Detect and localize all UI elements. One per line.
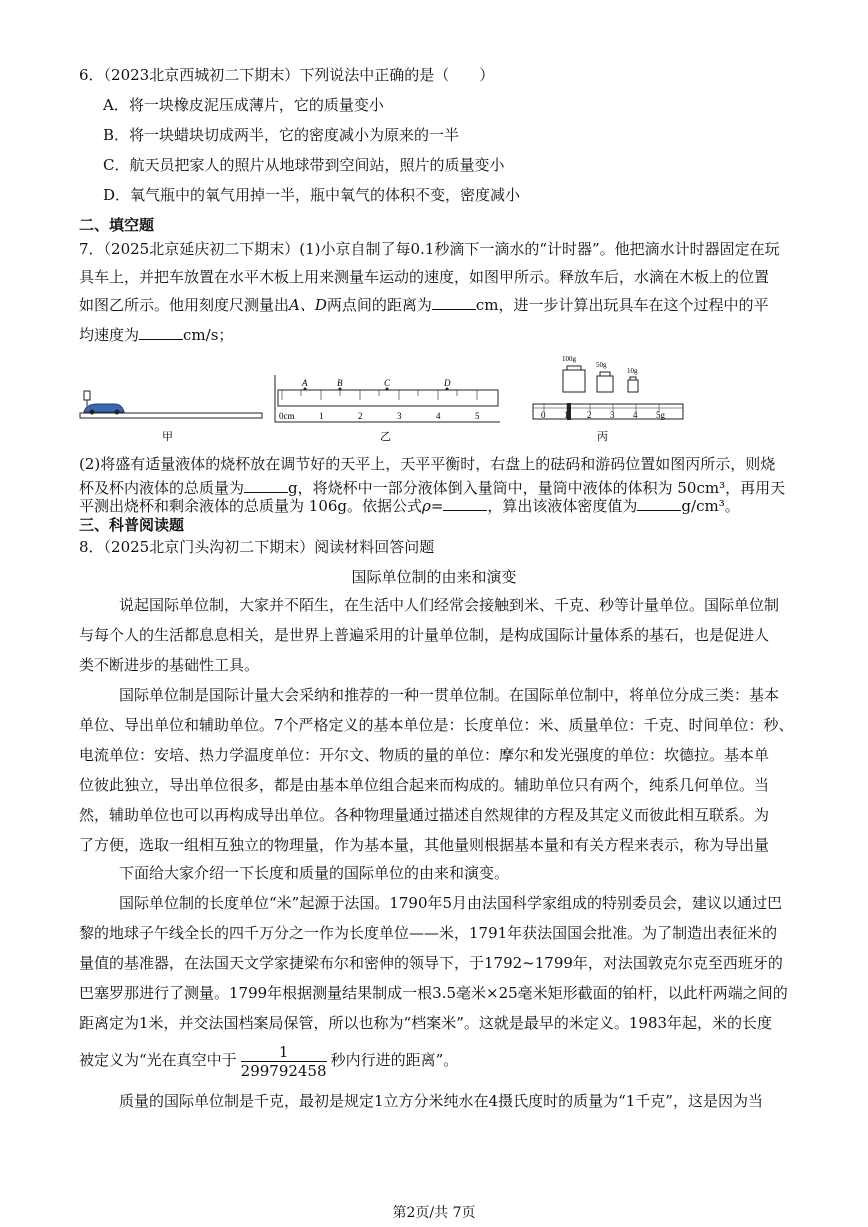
weight-100g-icon [567, 366, 581, 370]
q7-line-3-mid: 两点间的距离为 [326, 296, 432, 314]
q7-part2-line-1: (2)将盛有适量液体的烧杯放在调节好的天平上，天平平衡时，右盘上的砝码和游码位置如图丙所示，则烧 [79, 455, 776, 473]
fraction-numerator: 1 [241, 1043, 327, 1062]
point-a: A [302, 378, 308, 388]
q7-part2-line-3-end: g/cm³。 [681, 497, 740, 515]
figure-yi [275, 375, 500, 443]
ruler-unit-label: 0cm [279, 411, 295, 421]
q6-option-c: C．航天员把家人的照片从地球带到空间站，照片的质量变小 [103, 156, 505, 174]
figure-jia-caption: 甲 [162, 431, 173, 443]
para2-line-3: 电流单位：安培、热力学温度单位：开尔文、物质的量的单位：摩尔和发光强度的单位：坎德拉。基本单 [79, 746, 770, 764]
point-b: B [337, 378, 343, 388]
para4-line-4: 巴塞罗那进行了测量。1799年根据测量结果制成一根3.5毫米×25毫米矩形截面的铂杆，以此杆两端之间的 [79, 984, 788, 1002]
fraction [241, 1043, 327, 1080]
scale-tick-0: 0 [541, 410, 546, 420]
q7-points-ad: A、D [289, 296, 327, 314]
q7-line-2: 具车上，并把车放置在水平木板上用来测量车运动的速度，如图甲所示。释放车后，水滴在木板上的位置 [79, 268, 770, 286]
wooden-board [80, 413, 262, 418]
section-heading-fill: 二、填空题 [79, 216, 155, 234]
figure-bing-caption: 丙 [597, 431, 608, 443]
q7-line-3-end: cm，进一步计算出玩具车在这个过程中的平 [475, 296, 769, 314]
q7-line-3-text: 如图乙所示。他用刻度尺测量出 [79, 296, 290, 314]
figure-yi-caption: 乙 [380, 431, 391, 443]
meter-definition-line [79, 1040, 458, 1080]
ruler-tick-3: 3 [397, 411, 402, 421]
para2-line-6: 了方便，选取一组相互独立的物理量，作为基本量，其他量则根据基本量和有关方程来表示，称为导出量 [79, 836, 770, 854]
definition-suffix: 秒内行进的距离”。 [330, 1051, 459, 1069]
q7-line-1: 7．（2025北京延庆初二下期末）(1)小京自制了每0.1秒滴下一滴水的“计时器”。他把滴水计时器固定在玩 [79, 240, 780, 258]
scale-tick-3: 3 [610, 410, 615, 420]
ruler-tick-4: 4 [436, 411, 441, 421]
q7-line-4-text: 均速度为 [79, 326, 140, 344]
ruler-tick-1: 1 [319, 411, 324, 421]
scale-tick-4: 4 [633, 410, 638, 420]
para4-line-3: 量值的基准器，在法国天文学家捷梁布尔和密伸的领导下，于1792~1799年，对法国敦克尔克至西班牙的 [79, 954, 783, 972]
scale-tick-5: 5g [656, 410, 665, 420]
answer-blank-speed [139, 324, 183, 340]
ruler [278, 390, 498, 406]
ruler-tick-2: 2 [358, 411, 363, 421]
weight-50g-label: 50g [596, 361, 607, 369]
para4-line-2: 黎的地球子午线全长的四千万分之一作为长度单位——米，1791年获法国国会批准。为了制造出表征米的 [79, 924, 778, 942]
para1-line-2: 与每个人的生活都息息相关，是世界上普遍采用的计量单位制，是构成国际计量体系的基石，也是促进人 [79, 626, 770, 644]
q6-option-b: B．将一块蜡块切成两半，它的密度减小为原来的一半 [103, 126, 460, 144]
answer-blank-formula [443, 495, 487, 511]
scale-tick-2: 2 [587, 410, 592, 420]
figure-bing [533, 355, 683, 443]
para3: 下面给大家介绍一下长度和质量的国际单位的由来和演变。 [119, 864, 510, 882]
q7-part2-line-3-mid: ，算出该液体密度值为 [487, 497, 638, 515]
definition-prefix: 被定义为“光在真空中于 [79, 1051, 237, 1069]
q8-stem: 8．（2025北京门头沟初二下期末）阅读材料回答问题 [79, 538, 435, 556]
section-heading-reading: 三、科普阅读题 [79, 516, 185, 534]
para1-line-3: 类不断进步的基础性工具。 [79, 656, 260, 674]
para2-line-5: 然，辅助单位也可以再构成导出单位。各种物理量通过描述自然规律的方程及其定义而彼此相互联系。为 [79, 806, 770, 824]
para4-line-5: 距离定为1米，并交法国档案局保管，所以也称为“档案米”。这就是最早的米定义。1983年起，米的长度 [79, 1014, 773, 1032]
q7-part2-line-3-text: 平测出烧杯和剩余液体的总质量为 106g。依据公式 [79, 497, 423, 515]
weight-100g-label: 100g [562, 355, 576, 363]
scale-tick-1: 1 [564, 410, 569, 420]
answer-blank-density [637, 495, 681, 511]
para1-line-1: 说起国际单位制，大家并不陌生，在生活中人们经常会接触到米、千克、秒等计量单位。国际单位制 [119, 596, 780, 614]
page-footer: 第2页/共 7页 [392, 1205, 476, 1221]
q7-line-4 [79, 324, 233, 346]
point-c: C [384, 378, 391, 388]
q7-line-3 [79, 294, 769, 316]
para2-line-1: 国际单位制是国际计量大会采纳和推荐的一种一贯单位制。在国际单位制中，将单位分成三类：基本 [119, 686, 780, 704]
density-formula-symbol: ρ= [422, 497, 444, 515]
fraction-denominator: 299792458 [240, 1061, 327, 1080]
answer-blank-distance [432, 294, 476, 310]
weight-50g-icon [600, 372, 610, 376]
figure-jia [80, 391, 262, 443]
para2-line-2: 单位、导出单位和辅助单位。7个严格定义的基本单位是：长度单位：米、质量单位：千克、时间单位：秒、 [79, 716, 794, 734]
para4-line-1: 国际单位制的长度单位“米”起源于法国。1790年5月由法国科学家组成的特别委员会，建议以通过巴 [119, 894, 783, 912]
q7-part2-line-2-end: g，将烧杯中一部分液体倒入量筒中，量筒中液体的体积为 50cm³，再用天 [288, 479, 786, 497]
ruler-tick-5: 5 [475, 411, 480, 421]
article-title: 国际单位制的由来和演变 [351, 568, 517, 586]
q6-option-a: A．将一块橡皮泥压成薄片，它的质量变小 [103, 96, 384, 114]
para2-line-4: 位彼此独立，导出单位很多，都是由基本单位组合起来而构成的。辅助单位只有两个，纯系几何单位。当 [79, 776, 770, 794]
q7-line-4-unit: cm/s； [183, 326, 234, 344]
q6-stem: 6．（2023北京西城初二下期末）下列说法中正确的是（ ） [79, 66, 495, 84]
q7-figures [70, 350, 710, 450]
q7-part2-line-2-text: 杯及杯内液体的总质量为 [79, 479, 245, 497]
weight-10g-label: 10g [627, 367, 638, 375]
point-d: D [444, 378, 451, 388]
answer-blank-mass [244, 477, 288, 493]
para5-line-1: 质量的国际单位制是千克，最初是规定1立方分米纯水在4摄氏度时的质量为“1千克”，这是因为当 [119, 1092, 763, 1110]
q6-option-d: D．氧气瓶中的氧气用掉一半，瓶中氧气的体积不变，密度减小 [103, 186, 521, 204]
drip-timer-icon [84, 391, 90, 400]
